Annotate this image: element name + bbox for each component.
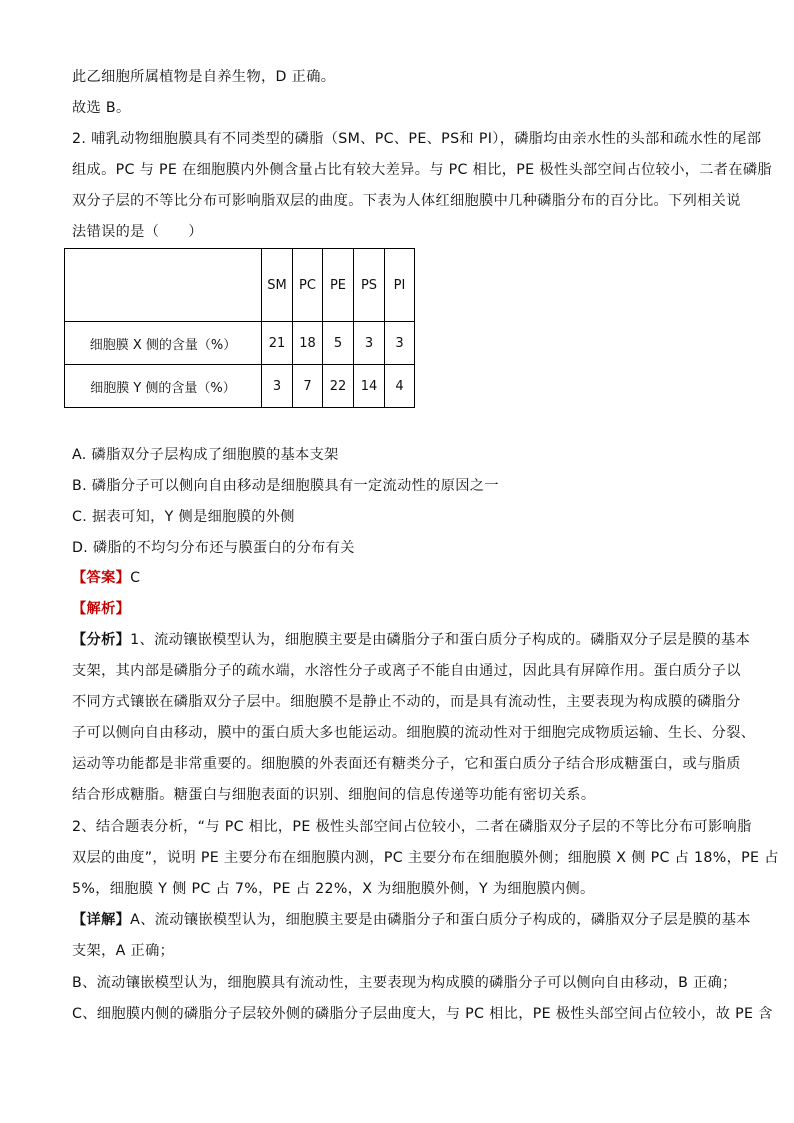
table-header-row [65,249,415,322]
analysis-line-4: 子可以侧向自由移动，膜中的蛋白质大多也能运动。细胞膜的流动性对于细胞完成物质运输、生长、分裂、 [72,725,756,741]
phospholipid-table [64,248,415,408]
analysis-line-3: 不同方式镶嵌在磷脂双分子层中。细胞膜不是静止不动的，而是具有流动性，主要表现为构成膜的磷脂分 [72,694,741,710]
header-sm: SM [262,249,293,322]
question-line-2: 组成。PC 与 PE 在细胞膜内外侧含量占比有较大差异。与 PC 相比，PE 极性头部空间占位较小，二者在磷脂 [72,162,772,178]
analysis-line-1 [72,630,750,650]
detail-first-text: A、流动镶嵌模型认为，细胞膜主要是由磷脂分子和蛋白质分子构成的，磷脂双分子层是膜的基本 [130,912,751,928]
table-row [65,322,415,365]
detail-line-2: 支架，A 正确； [72,943,175,959]
cell-x-ps: 3 [354,322,385,365]
question-line-1: 2. 哺乳动物细胞膜具有不同类型的磷脂（SM、PC、PE、PS和 PI），磷脂均由亲水性的头部和疏水性的尾部 [72,131,762,147]
question-line-4: 法错误的是（ ） [72,224,203,240]
analysis-tag: 【分析】 [72,632,131,648]
intro-line-2: 故选 B。 [72,100,131,116]
option-c: C. 据表可知，Y 侧是细胞膜的外侧 [72,509,295,525]
analysis-line-5: 运动等功能都是非常重要的。细胞膜的外表面还有糖类分子，它和蛋白质分子结合形成糖蛋白，或与脂质 [72,756,741,772]
cell-x-pe: 5 [323,322,354,365]
cell-y-ps: 14 [354,365,385,408]
row-label-y: 细胞膜 Y 侧的含量（%） [65,365,262,408]
analysis-line-2: 支架，其内部是磷脂分子的疏水端，水溶性分子或离子不能自由通过，因此具有屏障作用。蛋白质分子以 [72,663,741,679]
detail-line-3: B、流动镶嵌模型认为，细胞膜具有流动性，主要表现为构成膜的磷脂分子可以侧向自由移动，B 正确； [72,975,737,991]
answer-line [72,568,140,588]
header-pi: PI [385,249,415,322]
cell-y-pi: 4 [385,365,415,408]
analysis-p2-line-2: 双层的曲度”，说明 PE 主要分布在细胞膜内测，PC 主要分布在细胞膜外侧；细胞膜 X 侧 PC 占 18%，PE 占 [72,850,779,866]
header-pc: PC [293,249,323,322]
analysis-first-text: 1、流动镶嵌模型认为，细胞膜主要是由磷脂分子和蛋白质分子构成的。磷脂双分子层是膜的基本 [130,632,751,648]
row-label-x: 细胞膜 X 侧的含量（%） [65,322,262,365]
option-d: D. 磷脂的不均匀分布还与膜蛋白的分布有关 [72,540,355,556]
detail-line-4: C、细胞膜内侧的磷脂分子层较外侧的磷脂分子层曲度大，与 PC 相比，PE 极性头部空间占位较小，故 PE 含 [72,1006,773,1022]
table-row [65,365,415,408]
analysis-line-6: 结合形成糖脂。糖蛋白与细胞表面的识别、细胞间的信息传递等功能有密切关系。 [72,787,596,803]
question-line-3: 双分子层的不等比分布可影响脂双层的曲度。下表为人体红细胞膜中几种磷脂分布的百分比。下列相关说 [72,193,741,209]
header-ps: PS [354,249,385,322]
analysis-p2-line-1: 2、结合题表分析，“与 PC 相比，PE 极性头部空间占位较小，二者在磷脂双分子层的不等比分布可影响脂 [72,819,752,835]
detail-tag: 【详解】 [72,912,131,928]
detail-line-1 [72,910,751,930]
analysis-p2-line-3: 5%，细胞膜 Y 侧 PC 占 7%，PE 占 22%，X 为细胞膜外侧，Y 为细胞膜内侧。 [72,881,595,897]
answer-value: C [130,570,141,586]
cell-y-pe: 22 [323,365,354,408]
cell-x-pc: 18 [293,322,323,365]
analysis-heading: 【解析】 [72,601,131,617]
option-b: B. 磷脂分子可以侧向自由移动是细胞膜具有一定流动性的原因之一 [72,478,499,494]
option-a: A. 磷脂双分子层构成了细胞膜的基本支架 [72,447,339,463]
table-corner-cell [65,249,262,322]
intro-line-1: 此乙细胞所属植物是自养生物，D 正确。 [72,69,336,85]
cell-y-sm: 3 [262,365,293,408]
header-pe: PE [323,249,354,322]
answer-tag: 【答案】 [72,570,131,586]
cell-x-sm: 21 [262,322,293,365]
cell-y-pc: 7 [293,365,323,408]
cell-x-pi: 3 [385,322,415,365]
